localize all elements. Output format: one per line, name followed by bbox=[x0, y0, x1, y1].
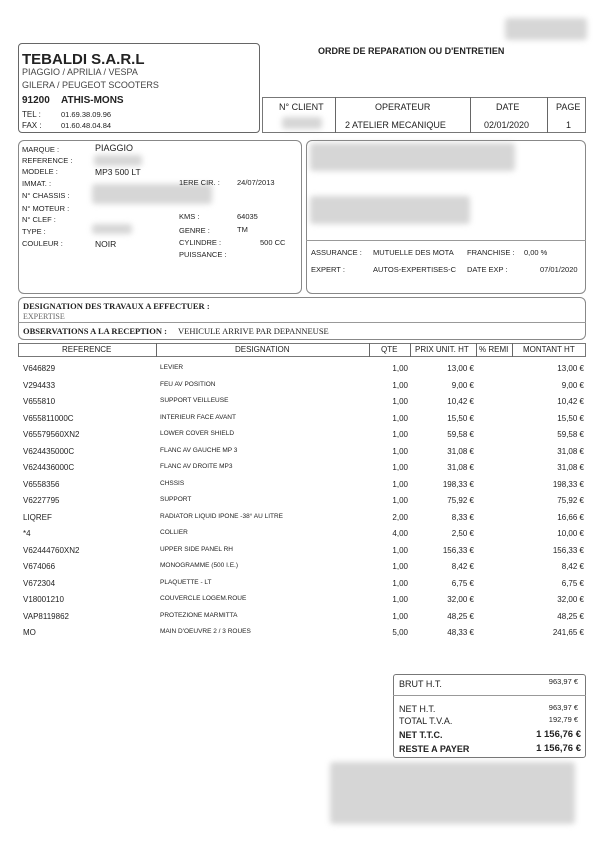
cell-prix-unit: 13,00 € bbox=[447, 364, 474, 373]
cell-montant: 241,65 € bbox=[552, 628, 584, 637]
cell-montant: 198,33 € bbox=[552, 480, 584, 489]
cell-reference: V655810 bbox=[23, 397, 56, 406]
cell-prix-unit: 6,75 € bbox=[451, 579, 474, 588]
cell-designation: PLAQUETTE - LT bbox=[160, 579, 212, 586]
cell-qte: 1,00 bbox=[392, 579, 408, 588]
cell-reference: V674066 bbox=[23, 562, 56, 571]
cell-designation: LEVIER bbox=[160, 364, 184, 371]
marque-value: PIAGGIO bbox=[95, 143, 134, 153]
cell-montant: 15,50 € bbox=[557, 414, 584, 423]
cell-designation: MAIN D'OEUVRE 2 / 3 ROUES bbox=[160, 628, 251, 635]
cell-reference: V62444760XN2 bbox=[23, 546, 80, 555]
cell-reference: MO bbox=[23, 628, 36, 637]
table-row bbox=[0, 413, 614, 425]
puissance-label: PUISSANCE : bbox=[179, 250, 227, 259]
cell-qte: 1,00 bbox=[392, 562, 408, 571]
cell-qte: 1,00 bbox=[392, 496, 408, 505]
cell-prix-unit: 59,58 € bbox=[447, 430, 474, 439]
cell-prix-unit: 31,08 € bbox=[447, 463, 474, 472]
col-qte: QTE bbox=[381, 345, 398, 354]
cell-montant: 156,33 € bbox=[552, 546, 584, 555]
cylindre-label: CYLINDRE : bbox=[179, 238, 222, 247]
travaux-label: DESIGNATION DES TRAVAUX A EFFECTUER : bbox=[23, 301, 210, 311]
table-row bbox=[0, 512, 614, 524]
operator-value: 2 ATELIER MECANIQUE bbox=[345, 120, 446, 130]
cell-montant: 10,42 € bbox=[557, 397, 584, 406]
cell-designation: FLANC AV DROITE MP3 bbox=[160, 463, 233, 470]
company-name: TEBALDI S.A.R.L bbox=[22, 51, 145, 68]
reference-label: REFERENCE : bbox=[22, 156, 73, 165]
cell-designation: INTERIEUR FACE AVANT bbox=[160, 414, 236, 421]
first-circ-value: 24/07/2013 bbox=[237, 178, 275, 187]
cell-qte: 1,00 bbox=[392, 381, 408, 390]
table-row bbox=[0, 429, 614, 441]
tel-label: TEL : bbox=[22, 110, 41, 119]
cell-prix-unit: 156,33 € bbox=[442, 546, 474, 555]
table-row bbox=[0, 396, 614, 408]
company-brands-1: PIAGGIO / APRILIA / VESPA bbox=[22, 67, 138, 77]
cell-designation: COLLIER bbox=[160, 529, 188, 536]
col-designation: DESIGNATION bbox=[235, 345, 290, 354]
fax-value: 01.60.48.04.84 bbox=[61, 121, 112, 130]
couleur-label: COULEUR : bbox=[22, 239, 63, 248]
brut-ht-label: BRUT H.T. bbox=[399, 679, 442, 689]
ttc-label: NET T.T.C. bbox=[399, 730, 443, 740]
cell-montant: 75,92 € bbox=[557, 496, 584, 505]
date-exp-label: DATE EXP : bbox=[467, 265, 508, 274]
col-montant: MONTANT HT bbox=[523, 345, 575, 354]
assurance-value: MUTUELLE DES MOTA bbox=[373, 248, 454, 257]
first-circ-label: 1ERE CIR. : bbox=[179, 178, 220, 187]
cell-designation: CHSSIS bbox=[160, 480, 185, 487]
redacted-bottom-stamp bbox=[330, 762, 575, 824]
cell-prix-unit: 8,42 € bbox=[451, 562, 474, 571]
cell-qte: 1,00 bbox=[392, 463, 408, 472]
table-row bbox=[0, 578, 614, 590]
cell-qte: 1,00 bbox=[392, 414, 408, 423]
table-row bbox=[0, 446, 614, 458]
kms-value: 64035 bbox=[237, 212, 258, 221]
cell-montant: 31,08 € bbox=[557, 463, 584, 472]
cell-montant: 31,08 € bbox=[557, 447, 584, 456]
table-row bbox=[0, 363, 614, 375]
cell-montant: 59,58 € bbox=[557, 430, 584, 439]
table-row bbox=[0, 462, 614, 474]
date-value: 02/01/2020 bbox=[484, 120, 530, 130]
cell-designation: MONOGRAMME (500 I.E.) bbox=[160, 562, 239, 569]
document-title: ORDRE DE REPARATION OU D'ENTRETIEN bbox=[318, 46, 505, 56]
cell-qte: 4,00 bbox=[392, 529, 408, 538]
expert-label: EXPERT : bbox=[311, 265, 345, 274]
table-row bbox=[0, 545, 614, 557]
cell-designation: FEU AV POSITION bbox=[160, 381, 216, 388]
company-postal: 91200 bbox=[22, 95, 50, 106]
cell-designation: SUPPORT VEILLEUSE bbox=[160, 397, 229, 404]
company-brands-2: GILERA / PEUGEOT SCOOTERS bbox=[22, 80, 159, 90]
cell-prix-unit: 198,33 € bbox=[442, 480, 474, 489]
cell-montant: 16,66 € bbox=[557, 513, 584, 522]
date-label: DATE bbox=[496, 102, 520, 112]
page-label: PAGE bbox=[556, 102, 581, 112]
cell-qte: 1,00 bbox=[392, 364, 408, 373]
cell-reference: VAP8119862 bbox=[23, 612, 69, 621]
cell-designation: COUVERCLE LOGEM.ROUE bbox=[160, 595, 247, 602]
page-value: 1 bbox=[566, 120, 572, 130]
modele-label: MODELE : bbox=[22, 167, 58, 176]
cell-reference: V18001210 bbox=[23, 595, 64, 604]
cell-reference: V294433 bbox=[23, 381, 56, 390]
tva-value: 192,79 € bbox=[548, 715, 578, 724]
ttc-value: 1 156,76 € bbox=[536, 729, 581, 740]
cell-designation: FLANC AV GAUCHE MP 3 bbox=[160, 447, 238, 454]
cell-montant: 13,00 € bbox=[557, 364, 584, 373]
cell-prix-unit: 8,33 € bbox=[451, 513, 474, 522]
operator-label: OPERATEUR bbox=[375, 102, 431, 112]
cell-qte: 1,00 bbox=[392, 595, 408, 604]
net-ht-label: NET H.T. bbox=[399, 704, 436, 714]
cell-qte: 1,00 bbox=[392, 430, 408, 439]
cell-designation: SUPPORT bbox=[160, 496, 192, 503]
net-ht-value: 963,97 € bbox=[548, 703, 578, 712]
moteur-label: N° MOTEUR : bbox=[22, 204, 70, 213]
fax-label: FAX : bbox=[22, 121, 42, 130]
cell-prix-unit: 10,42 € bbox=[447, 397, 474, 406]
table-row bbox=[0, 495, 614, 507]
expert-value: AUTOS-EXPERTISES-C bbox=[373, 265, 457, 274]
cell-prix-unit: 75,92 € bbox=[447, 496, 474, 505]
kms-label: KMS : bbox=[179, 212, 200, 221]
reste-label: RESTE A PAYER bbox=[399, 744, 470, 754]
genre-value: TM bbox=[237, 225, 248, 234]
cell-qte: 1,00 bbox=[392, 447, 408, 456]
table-row bbox=[0, 380, 614, 392]
franchise-label: FRANCHISE : bbox=[467, 248, 515, 257]
modele-value: MP3 500 LT bbox=[95, 167, 141, 177]
client-number-label: N° CLIENT bbox=[279, 102, 324, 112]
cylindre-value: 500 CC bbox=[260, 238, 286, 247]
cell-montant: 32,00 € bbox=[557, 595, 584, 604]
table-row bbox=[0, 594, 614, 606]
genre-label: GENRE : bbox=[179, 226, 210, 235]
cell-reference: *4 bbox=[23, 529, 31, 538]
col-prix-unit: PRIX UNIT. HT bbox=[415, 345, 469, 354]
cell-qte: 1,00 bbox=[392, 546, 408, 555]
table-row bbox=[0, 561, 614, 573]
table-row bbox=[0, 479, 614, 491]
immat-label: IMMAT. : bbox=[22, 179, 52, 188]
cell-reference: V624435000C bbox=[23, 447, 75, 456]
cell-designation: PROTEZIONE MARMITTA bbox=[160, 612, 238, 619]
cell-designation: LOWER COVER SHIELD bbox=[160, 430, 235, 437]
cell-montant: 10,00 € bbox=[557, 529, 584, 538]
observations-value: VEHICULE ARRIVE PAR DEPANNEUSE bbox=[178, 326, 329, 336]
cell-reference: V646829 bbox=[23, 364, 56, 373]
couleur-value: NOIR bbox=[95, 239, 117, 249]
cell-montant: 8,42 € bbox=[561, 562, 584, 571]
cell-prix-unit: 2,50 € bbox=[451, 529, 474, 538]
cell-reference: V655811000C bbox=[23, 414, 74, 423]
cell-prix-unit: 48,33 € bbox=[447, 628, 474, 637]
observations-label: OBSERVATIONS A LA RECEPTION : bbox=[23, 326, 167, 336]
cell-prix-unit: 9,00 € bbox=[451, 381, 474, 390]
clef-label: N° CLEF : bbox=[22, 215, 56, 224]
brut-ht-value: 963,97 € bbox=[548, 677, 578, 686]
franchise-value: 0,00 % bbox=[524, 248, 548, 257]
cell-reference: V624436000C bbox=[23, 463, 75, 472]
cell-qte: 1,00 bbox=[392, 612, 408, 621]
col-remise: % REMI bbox=[479, 345, 509, 354]
cell-prix-unit: 32,00 € bbox=[447, 595, 474, 604]
cell-prix-unit: 15,50 € bbox=[447, 414, 474, 423]
redacted-top-right bbox=[505, 18, 587, 40]
table-row bbox=[0, 627, 614, 639]
cell-reference: LIQREF bbox=[23, 513, 52, 522]
cell-reference: V6227795 bbox=[23, 496, 60, 505]
cell-montant: 9,00 € bbox=[561, 381, 584, 390]
tel-value: 01.69.38.09.96 bbox=[61, 110, 112, 119]
type-label: TYPE : bbox=[22, 227, 46, 236]
cell-reference: V6558356 bbox=[23, 480, 60, 489]
assurance-label: ASSURANCE : bbox=[311, 248, 362, 257]
cell-qte: 5,00 bbox=[392, 628, 408, 637]
date-exp-value: 07/01/2020 bbox=[540, 265, 578, 274]
cell-reference: V65579560XN2 bbox=[23, 430, 80, 439]
table-row bbox=[0, 528, 614, 540]
marque-label: MARQUE : bbox=[22, 145, 60, 154]
col-reference: REFERENCE bbox=[62, 345, 112, 354]
table-row bbox=[0, 611, 614, 623]
cell-qte: 2,00 bbox=[392, 513, 408, 522]
company-city: ATHIS-MONS bbox=[61, 95, 124, 106]
cell-reference: V672304 bbox=[23, 579, 56, 588]
cell-qte: 1,00 bbox=[392, 480, 408, 489]
tva-label: TOTAL T.V.A. bbox=[399, 716, 453, 726]
cell-designation: RADIATOR LIQUID IPONE -38° AU LITRE bbox=[160, 513, 283, 520]
chassis-label: N° CHASSIS : bbox=[22, 191, 70, 200]
cell-designation: UPPER SIDE PANEL RH bbox=[160, 546, 233, 553]
travaux-value: EXPERTISE bbox=[23, 312, 65, 321]
cell-montant: 6,75 € bbox=[561, 579, 584, 588]
cell-montant: 48,25 € bbox=[557, 612, 584, 621]
cell-prix-unit: 48,25 € bbox=[447, 612, 474, 621]
cell-qte: 1,00 bbox=[392, 397, 408, 406]
reste-value: 1 156,76 € bbox=[536, 743, 581, 754]
cell-prix-unit: 31,08 € bbox=[447, 447, 474, 456]
